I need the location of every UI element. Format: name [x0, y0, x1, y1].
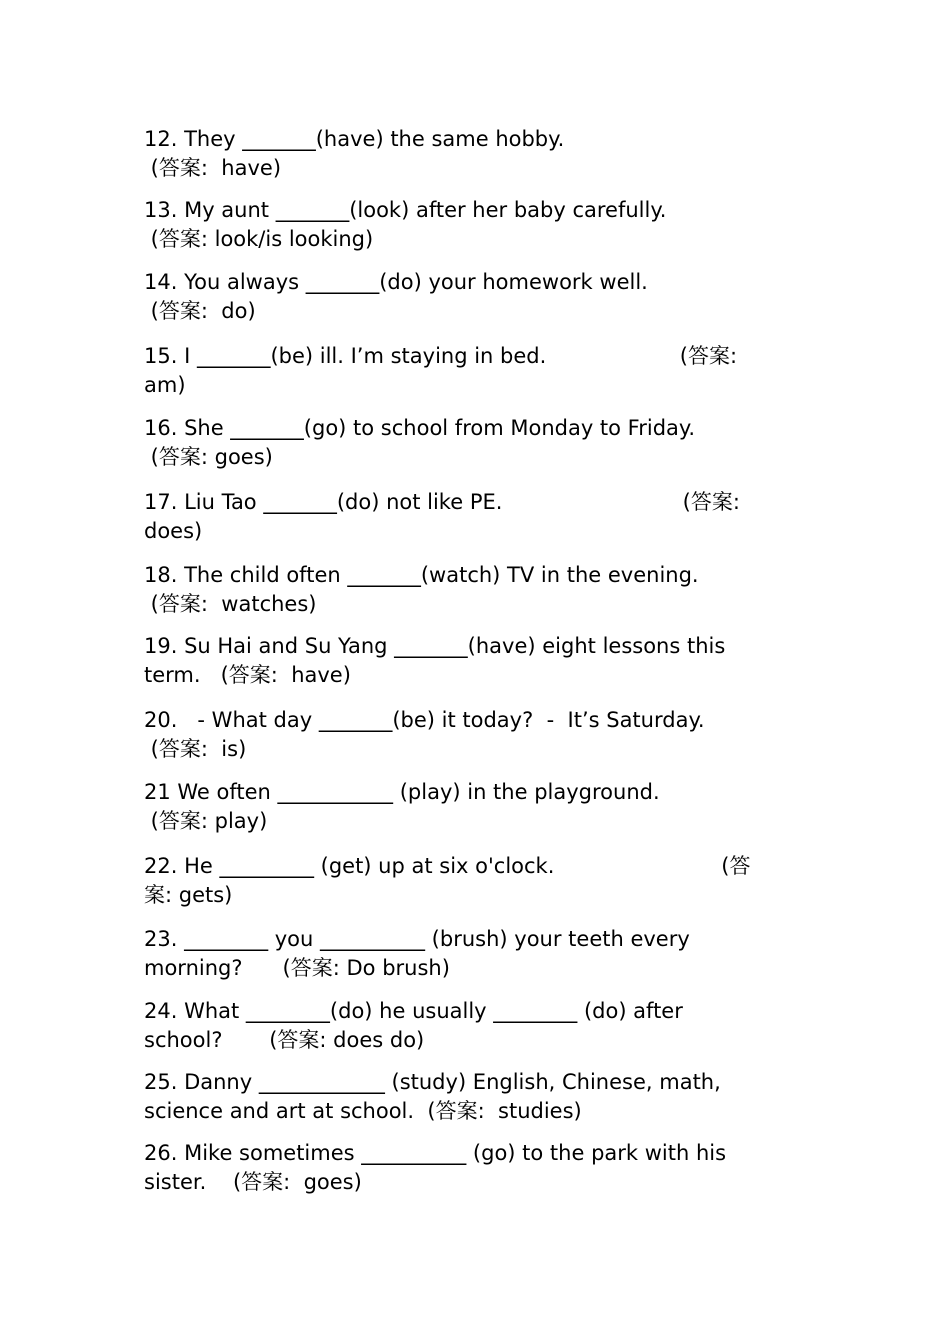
question-text: 14. You always _______(do) your homework well. — [144, 270, 648, 294]
answer-text: 案: gets) — [144, 883, 233, 907]
question-24 — [144, 997, 804, 1055]
question-text: 26. Mike sometimes __________ (go) to the park with his — [144, 1141, 727, 1165]
question-text: 22. He _________ (get) up at six o'clock. (答 — [144, 854, 751, 878]
question-18 — [144, 561, 804, 619]
question-13 — [144, 196, 804, 254]
question-21 — [144, 778, 804, 836]
question-text: 18. The child often _______(watch) TV in the evening. — [144, 563, 699, 587]
question-text: 25. Danny ____________ (study) English, Chinese, math, — [144, 1070, 721, 1094]
question-text: 15. I _______(be) ill. I’m staying in bed. (答案: — [144, 344, 738, 368]
answer-text: (答案: is) — [144, 737, 247, 761]
question-16 — [144, 414, 804, 472]
question-15 — [144, 342, 804, 400]
answer-text: am) — [144, 373, 186, 397]
question-22 — [144, 852, 804, 910]
question-26 — [144, 1139, 804, 1197]
answer-text: school? (答案: does do) — [144, 1028, 425, 1052]
answer-text: science and art at school. (答案: studies) — [144, 1099, 582, 1123]
question-text: 23. ________ you __________ (brush) your teeth every — [144, 927, 690, 951]
answer-text: (答案: goes) — [144, 445, 273, 469]
question-text: 12. They _______(have) the same hobby. — [144, 127, 565, 151]
answer-text: (答案: have) — [144, 156, 282, 180]
question-14 — [144, 268, 804, 326]
question-text: 19. Su Hai and Su Yang _______(have) eight lessons this — [144, 634, 726, 658]
question-20 — [144, 706, 804, 764]
answer-text: (答案: look/is looking) — [144, 227, 374, 251]
answer-text: (答案: watches) — [144, 592, 317, 616]
answer-text: morning? (答案: Do brush) — [144, 956, 450, 980]
answer-text: term. (答案: have) — [144, 663, 351, 687]
answer-text: sister. (答案: goes) — [144, 1170, 362, 1194]
question-text: 16. She _______(go) to school from Monday to Friday. — [144, 416, 696, 440]
question-17 — [144, 488, 804, 546]
answer-text: does) — [144, 519, 203, 543]
question-text: 24. What ________(do) he usually ________ (do) after — [144, 999, 683, 1023]
question-19 — [144, 632, 804, 690]
question-text: 20. - What day _______(be) it today? - It’s Saturday. — [144, 708, 705, 732]
question-text: 13. My aunt _______(look) after her baby carefully. — [144, 198, 667, 222]
question-text: 21 We often ___________ (play) in the playground. — [144, 780, 660, 804]
question-25 — [144, 1068, 804, 1126]
question-text: 17. Liu Tao _______(do) not like PE. (答案: — [144, 490, 740, 514]
answer-text: (答案: play) — [144, 809, 268, 833]
question-23 — [144, 925, 804, 983]
answer-text: (答案: do) — [144, 299, 256, 323]
question-12 — [144, 125, 804, 183]
